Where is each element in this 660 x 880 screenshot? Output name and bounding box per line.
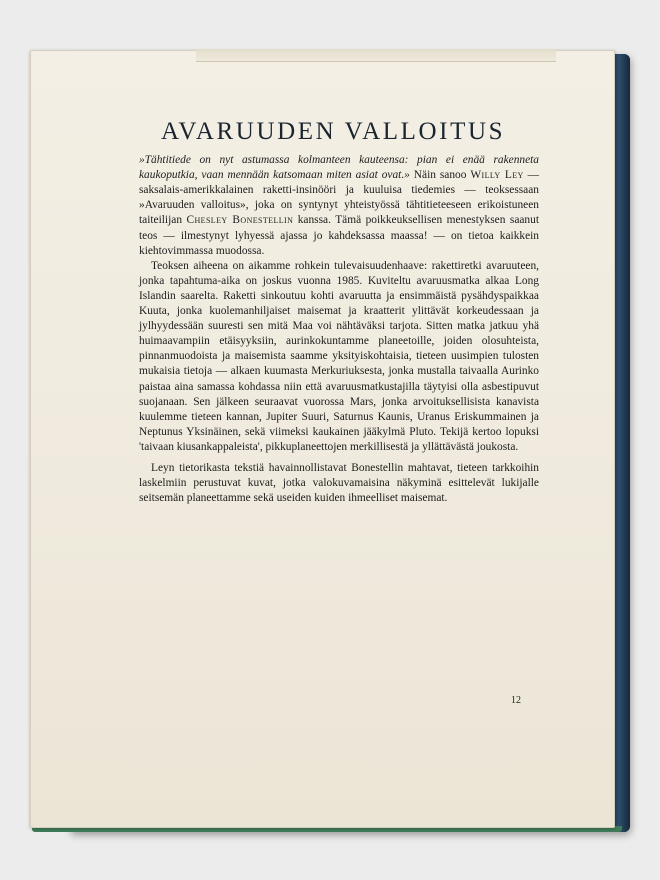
page-number: 12 xyxy=(511,695,521,706)
intro-quote: »Tähtitiede on nyt astumassa kolmanteen kauteensa: pian ei enää rakenneta kaukoputkia, vaan mennään katsomaan miten asiat ovat.» xyxy=(139,154,539,182)
content-paragraph: Teoksen aiheena on aikamme rohkein tulevaisuudenhaave: rakettiretki avaruuteen, jonka tapahtuma-aika on joskus vuonna 1985. Kuviteltu avaruusmatka alkaa Long Islandin saarelta. Raketti sinkoutuu kohti avaruutta ja ensimmäistä pysähdyspaikkaa Kuuta, jonka kuolemanhiljaiset maisemat ja kraatterit ylittävät korkeudessaan ja jylhyydessään suuresti sen mitä Maa voi nähtäväksi tarjota. Sitten matka jatkuu yhä huimaavampiin etäisyyksiin, aurinkokuntamme planeetoille, joiden olosuhteista, pinnanmuodoista ja maisemista saamme yksityiskohtaisia, tieteen uusimpien tulosten mukaisia tietoja — alkaen kuumasta Merkuriuksesta, jonka mustalla taivaalla Aurinko paistaa aina samassa kohdassa niin että avaruusmatkustajilla täytyisi olla asbestipuvut suojanaan. Sen jälkeen seuraavat vuorossa Mars, jonka arvoituksellisista kanavista kuulemme tieteen kannan, Jupiter Suuri, Saturnus Kaunis, Uranus Eriskummainen ja Neptunus Yksinäinen, sekä viimeksi kaukainen jääkylmä Pluto. Tekijä kertoo lopuksi 'taivaan kiusankappaleista', pikkuplaneettojen merkillisestä ja yllättävästä joukosta. xyxy=(139,259,539,453)
book-title: AVARUUDEN VALLOITUS xyxy=(161,118,506,145)
intro-text-3: kanssa. Tämä poikkeuksellisen menestyksen saanut teos — ilmestynyt lyhyessä ajassa jo kahdeksassa maassa! — on tietoa kaikkein kiehtovimmassa muodossa. xyxy=(139,214,539,257)
intro-text-2: — saksalais-amerikkalainen raketti-insinööri ja kuuluisa tiedemies — teoksessaan »Avaruuden valloitus», joka on syntynyt yhteistyössä tähtitieteeseen erikoistuneen taiteilijan xyxy=(139,169,539,227)
author-name: Willy Ley xyxy=(470,169,524,182)
intro-text-1: Näin sanoo xyxy=(409,169,471,182)
jacket-text xyxy=(139,118,539,506)
intro-paragraph xyxy=(139,153,539,259)
illustrator-name: Chesley Bonestellin xyxy=(186,214,294,227)
book xyxy=(30,50,630,832)
jacket-torn-edge xyxy=(196,49,556,62)
dust-jacket-back xyxy=(30,50,615,828)
illustrations-paragraph: Leyn tietorikasta tekstiä havainnollistavat Bonestellin mahtavat, tieteen tarkkoihin laskelmiin perustuvat kuvat, jotka valokuvamaisina näkyminä esittelevät lukijalle seitsemän planeettamme sekä useiden kuiden ihmeelliset maisemat. xyxy=(139,461,539,505)
